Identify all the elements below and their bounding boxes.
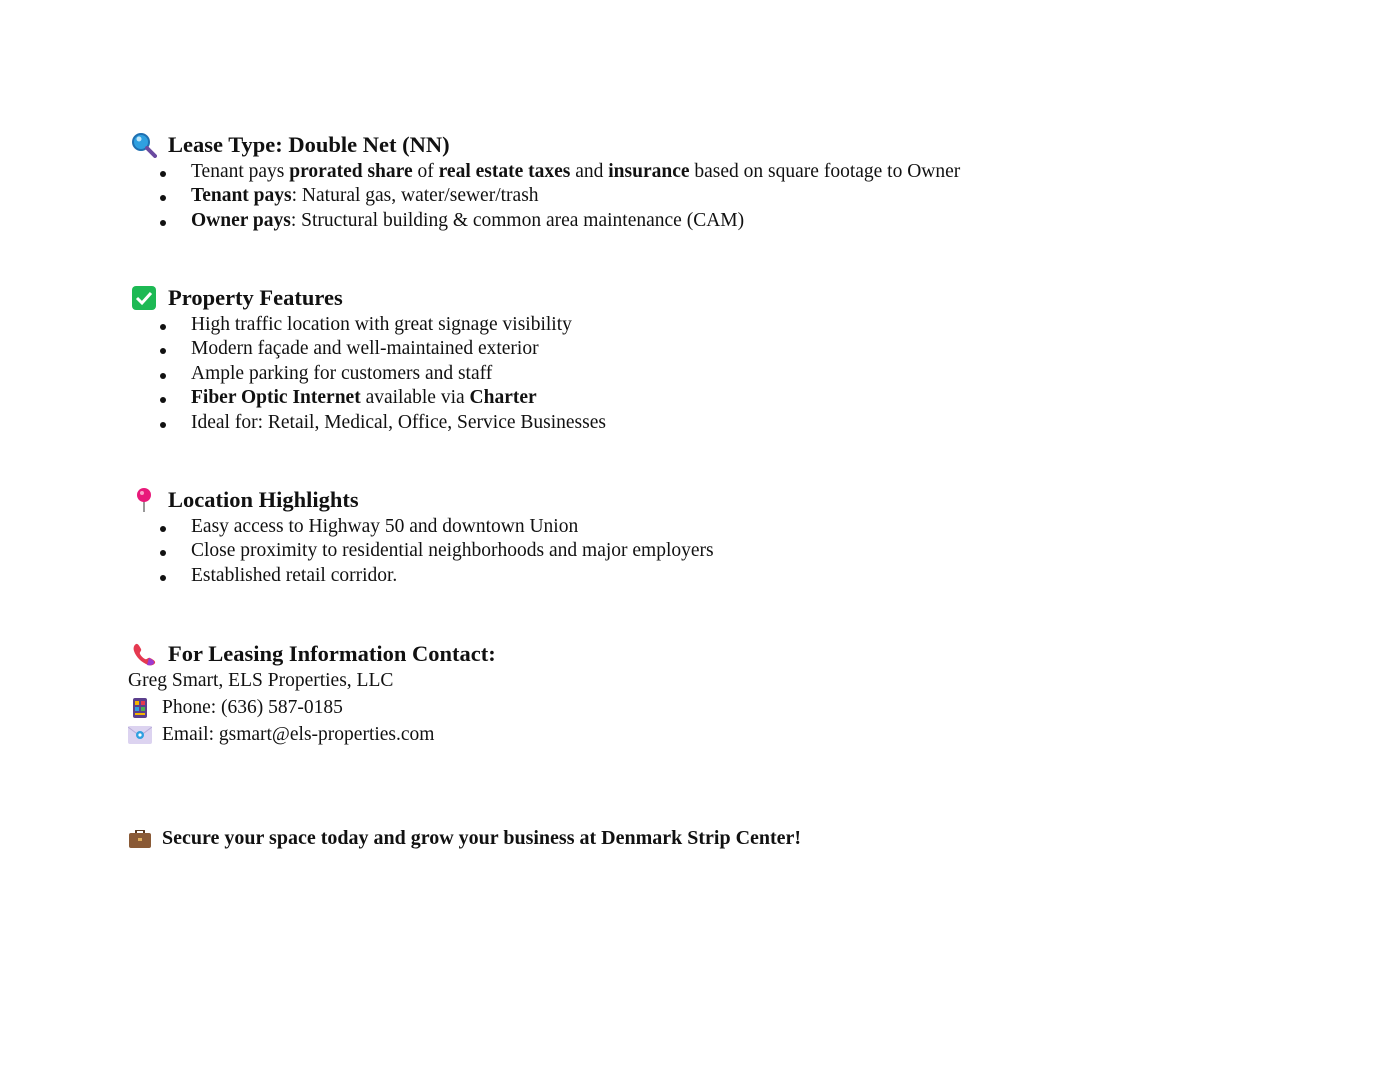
contact-section bbox=[128, 640, 496, 748]
bold-text: Fiber Optic Internet bbox=[191, 387, 361, 409]
text: Easy access to Highway 50 and downtown Union bbox=[191, 516, 579, 537]
list-item bbox=[128, 184, 960, 208]
location-highlights-section bbox=[128, 486, 714, 588]
text: : Natural gas, water/sewer/trash bbox=[291, 185, 539, 207]
text: Tenant pays bbox=[191, 161, 290, 182]
text: of bbox=[412, 161, 439, 182]
telephone-icon bbox=[130, 640, 158, 668]
property-features-section bbox=[128, 284, 606, 435]
text: : Structural building & common area maintenance (CAM) bbox=[290, 209, 745, 231]
section-title: Lease Type: Double Net (NN) bbox=[168, 132, 450, 157]
lease-type-section bbox=[128, 131, 960, 233]
bold-text: Tenant pays bbox=[191, 185, 292, 207]
list-item bbox=[128, 386, 606, 410]
text: Established retail corridor. bbox=[191, 564, 398, 586]
text: and bbox=[570, 161, 609, 182]
text: Close proximity to residential neighborhoods and major employers bbox=[191, 540, 714, 562]
magnifying-glass-icon bbox=[130, 131, 158, 159]
contact-heading bbox=[128, 640, 496, 668]
list-item bbox=[128, 515, 714, 539]
check-mark-icon bbox=[130, 284, 158, 312]
list-item bbox=[128, 362, 606, 386]
list-item bbox=[128, 160, 960, 184]
mobile-phone-icon bbox=[128, 697, 152, 719]
closing-text: Secure your space today and grow your business at Denmark Strip Center! bbox=[162, 827, 802, 849]
section-title: Location Highlights bbox=[168, 487, 359, 512]
contact-title: For Leasing Information Contact: bbox=[168, 641, 496, 666]
bold-text: Owner pays bbox=[191, 209, 291, 231]
bold-text: insurance bbox=[608, 161, 690, 182]
bullet-list bbox=[128, 515, 714, 588]
text: Ideal for: Retail, Medical, Office, Service Businesses bbox=[191, 411, 606, 433]
bold-text: real estate taxes bbox=[438, 161, 571, 182]
envelope-icon bbox=[128, 724, 152, 746]
bullet-list bbox=[128, 313, 606, 435]
contact-name-text: Greg Smart, ELS Properties, LLC bbox=[128, 670, 394, 691]
phone-text[interactable]: Phone: (636) 587-0185 bbox=[162, 697, 343, 718]
briefcase-icon bbox=[128, 828, 152, 850]
list-item bbox=[128, 209, 960, 233]
text: Ample parking for customers and staff bbox=[191, 362, 493, 384]
email-link[interactable]: Email: gsmart@els-properties.com bbox=[162, 724, 435, 745]
list-item bbox=[128, 313, 606, 337]
bullet-list bbox=[128, 160, 960, 233]
section-heading bbox=[128, 284, 606, 312]
contact-email bbox=[128, 721, 496, 748]
contact-name bbox=[128, 667, 496, 694]
section-heading bbox=[128, 486, 714, 514]
bold-text: prorated share bbox=[289, 161, 413, 182]
text: based on square footage to Owner bbox=[689, 161, 961, 182]
pushpin-icon bbox=[130, 486, 158, 514]
text: Modern façade and well-maintained exterior bbox=[191, 338, 539, 360]
list-item bbox=[128, 564, 714, 588]
text: available via bbox=[360, 387, 470, 409]
section-heading bbox=[128, 131, 960, 159]
list-item bbox=[128, 411, 606, 435]
list-item bbox=[128, 337, 606, 361]
contact-phone bbox=[128, 694, 496, 721]
closing-line bbox=[128, 825, 801, 852]
bold-text: Charter bbox=[469, 387, 537, 409]
section-title: Property Features bbox=[168, 285, 343, 310]
closing-section bbox=[128, 825, 801, 852]
list-item bbox=[128, 539, 714, 563]
text: High traffic location with great signage visibility bbox=[191, 314, 572, 335]
